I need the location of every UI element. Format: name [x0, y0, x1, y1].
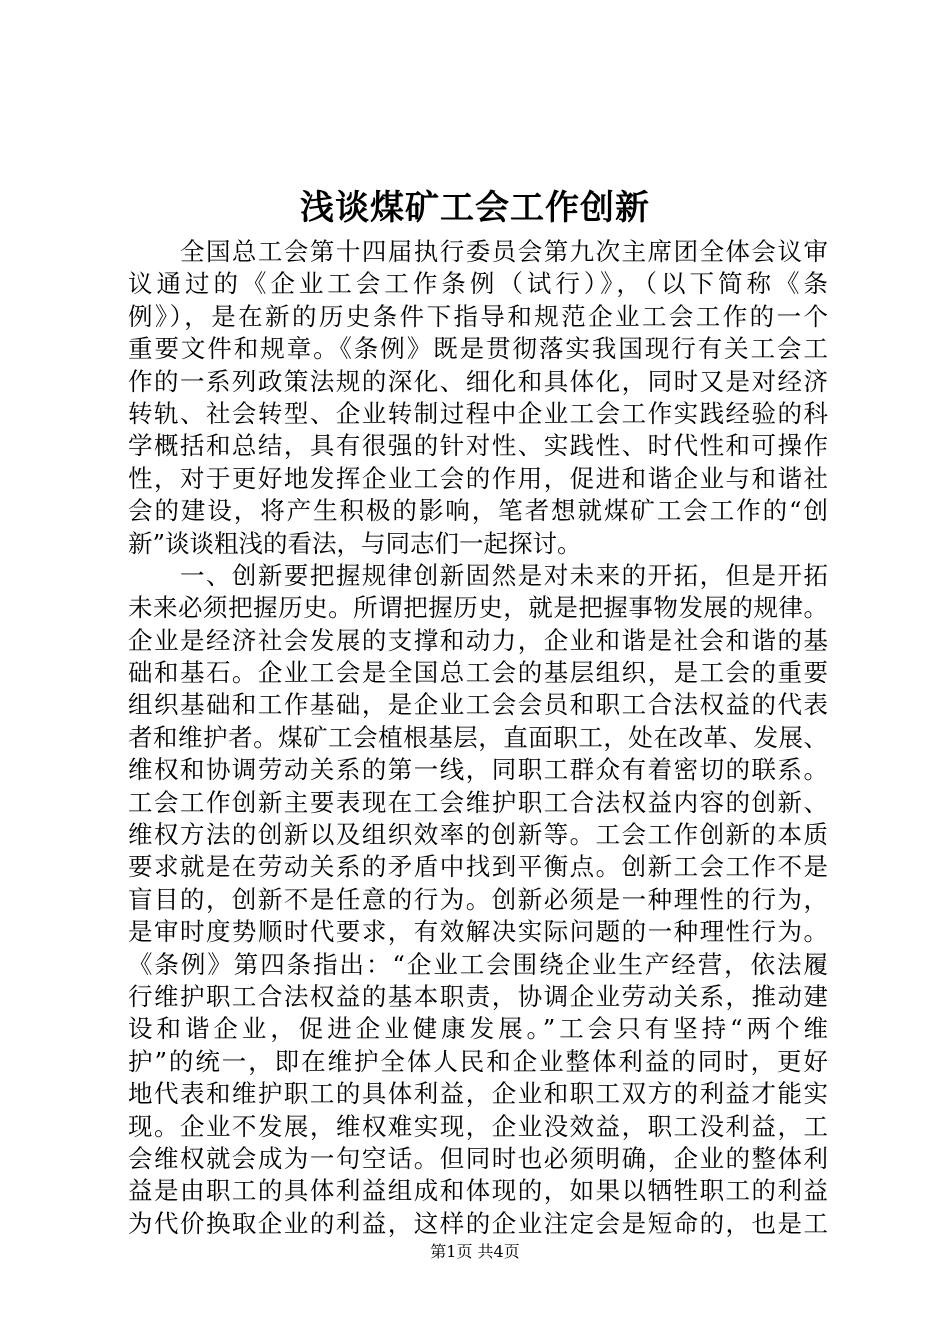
text-line: 企业是经济社会发展的支撑和动力，企业和谐是社会和谐的基: [128, 625, 828, 655]
text-line: 要求就是在劳动关系的矛盾中找到平衡点。创新工会工作不是: [128, 852, 828, 882]
text-line: 会的建设，将产生积极的影响，笔者想就煤矿工会工作的“创: [128, 496, 828, 526]
text-line: 盲目的，创新不是任意的行为。创新必须是一种理性的行为，: [128, 884, 828, 914]
text-line: 一、创新要把握规律创新固然是对未来的开拓，但是开拓: [128, 560, 828, 590]
text-line: 性，对于更好地发挥企业工会的作用，促进和谐企业与和谐社: [128, 463, 828, 493]
text-line: 维权方法的创新以及组织效率的创新等。工会工作创新的本质: [128, 820, 828, 850]
paragraph-2: [128, 560, 828, 1240]
text-line: 益是由职工的具体利益组成和体现的，如果以牺牲职工的利益: [128, 1176, 828, 1206]
text-line: 学概括和总结，具有很强的针对性、实践性、时代性和可操作: [128, 431, 828, 461]
text-line: 者和维护者。煤矿工会植根基层，直面职工，处在改革、发展、: [128, 722, 828, 752]
text-line: 未来必须把握历史。所谓把握历史，就是把握事物发展的规律。: [128, 593, 828, 623]
text-line: 组织基础和工作基础，是企业工会会员和职工合法权益的代表: [128, 690, 828, 720]
text-line: 例》），是在新的历史条件下指导和规范企业工会工作的一个: [128, 301, 828, 331]
text-line: 新”谈谈粗浅的看法，与同志们一起探讨。: [128, 528, 582, 558]
text-line: 护”的统一，即在维护全体人民和企业整体利益的同时，更好: [128, 1046, 828, 1076]
page-number-footer: 第1页 共4页: [430, 1242, 520, 1261]
text-line: 作的一系列政策法规的深化、细化和具体化，同时又是对经济: [128, 366, 828, 396]
text-line: 《条例》第四条指出：“企业工会围绕企业生产经营，依法履: [128, 949, 828, 979]
text-line: 重要文件和规章。《条例》既是贯彻落实我国现行有关工会工: [128, 334, 828, 364]
text-line: 全国总工会第十四届执行委员会第九次主席团全体会议审: [128, 237, 828, 266]
text-line: 是审时度势顺时代要求，有效解决实际问题的一种理性行为。: [128, 917, 828, 947]
text-line: 会维权就会成为一句空话。但同时也必须明确，企业的整体利: [128, 1143, 828, 1173]
paragraph-1: [128, 236, 828, 560]
text-line: 地代表和维护职工的具体利益，企业和职工双方的利益才能实: [128, 1079, 828, 1109]
text-line: 现。企业不发展，维权难实现，企业没效益，职工没利益，工: [128, 1111, 828, 1141]
text-line: 议通过的《企业工会工作条例（试行）》，（以下简称《条: [128, 269, 828, 299]
text-line: 设和谐企业，促进企业健康发展。”工会只有坚持“两个维: [128, 1014, 828, 1044]
text-line: 础和基石。企业工会是全国总工会的基层组织，是工会的重要: [128, 658, 828, 688]
text-line: 转轨、社会转型、企业转制过程中企业工会工作实践经验的科: [128, 398, 828, 428]
document-body: [128, 236, 828, 1240]
text-line: 工会工作创新主要表现在工会维护职工合法权益内容的创新、: [128, 787, 828, 817]
text-line: 行维护职工合法权益的基本职责，协调企业劳动关系，推动建: [128, 981, 828, 1011]
document-title: 浅谈煤矿工会工作创新: [300, 188, 650, 228]
text-line: 维权和协调劳动关系的第一线，同职工群众有着密切的联系。: [128, 755, 828, 785]
text-line: 为代价换取企业的利益，这样的企业注定会是短命的，也是工: [128, 1208, 828, 1238]
